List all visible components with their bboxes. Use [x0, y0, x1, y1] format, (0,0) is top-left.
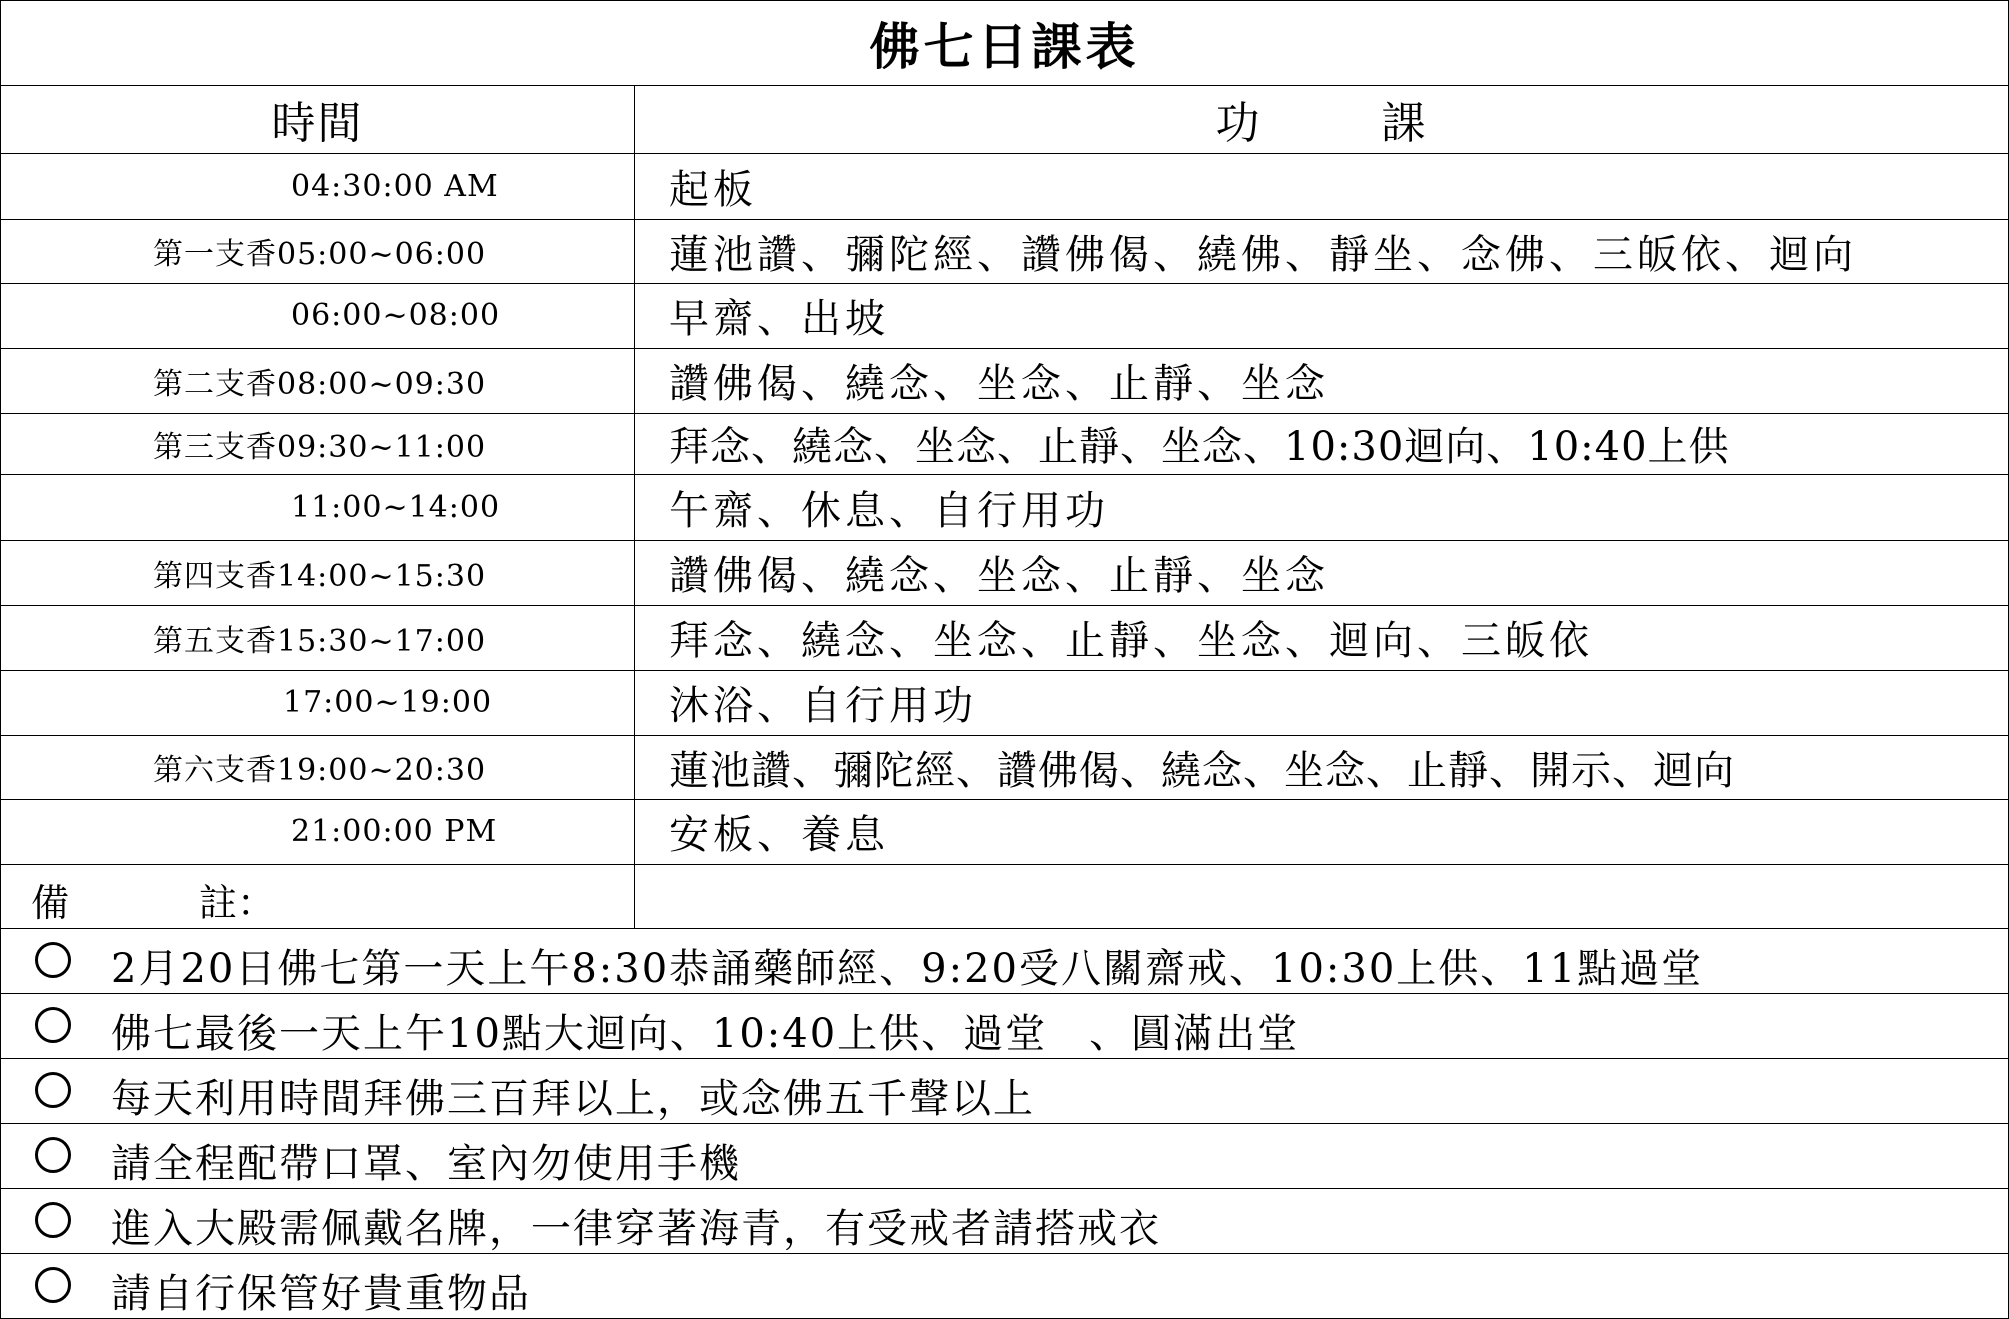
circle-bullet-icon	[35, 942, 71, 978]
time-cell: 第一支香05:00~06:00	[153, 237, 487, 272]
note-text: 佛七最後一天上午10點大迴向、10:40上供、過堂 、圓滿出堂	[111, 1011, 1300, 1057]
time-cell: 第三支香09:30~11:00	[153, 429, 487, 465]
course-cell: 午齋、休息、自行用功	[669, 487, 1109, 534]
note-text: 進入大殿需佩戴名牌，一律穿著海青，有受戒者請搭戒衣	[111, 1206, 1161, 1252]
circle-bullet-icon	[35, 1137, 71, 1173]
course-cell: 拜念、繞念、坐念、止靜、坐念、迴向、三皈依	[669, 618, 1593, 664]
table-row	[1, 799, 2008, 864]
time-cell: 21:00:00 PM	[291, 814, 498, 849]
header-course-second: 課	[1381, 98, 1428, 149]
time-cell: 04:30:00 AM	[291, 168, 499, 204]
note-item	[1, 928, 2008, 993]
table-row	[1, 474, 2008, 540]
time-cell: 17:00~19:00	[283, 685, 493, 720]
note-text: 請自行保管好貴重物品	[111, 1271, 531, 1317]
page-title: 佛七日課表	[869, 17, 1140, 76]
time-cell: 第五支香15:30~17:00	[153, 623, 487, 659]
grid-line	[1, 864, 2008, 865]
course-cell: 拜念、繞念、坐念、止靜、坐念、10:30迴向、10:40上供	[669, 424, 1730, 470]
time-cell: 第二支香08:00~09:30	[153, 366, 487, 402]
table-row	[1, 219, 2008, 283]
note-text: 每天利用時間拜佛三百拜以上，或念佛五千聲以上	[111, 1076, 1035, 1122]
note-text: 請全程配帶口罩、室內勿使用手機	[111, 1141, 741, 1187]
course-cell: 讚佛偈、繞念、坐念、止靜、坐念	[669, 553, 1329, 599]
time-cell: 11:00~14:00	[291, 489, 501, 525]
time-cell: 第四支香14:00~15:30	[153, 558, 487, 594]
table-row	[1, 348, 2008, 413]
table-row	[1, 605, 2008, 670]
circle-bullet-icon	[35, 1202, 71, 1238]
time-cell: 06:00~08:00	[291, 298, 501, 333]
note-text: 2月20日佛七第一天上午8:30恭誦藥師經、9:20受八關齋戒、10:30上供、11點過堂	[111, 946, 1704, 992]
table-row	[1, 540, 2008, 605]
note-item	[1, 1188, 2008, 1253]
header-course	[635, 85, 2008, 153]
circle-bullet-icon	[35, 1072, 71, 1108]
course-cell: 早齋、出坡	[669, 296, 889, 342]
note-item	[1, 1253, 2008, 1318]
course-cell: 讚佛偈、繞念、坐念、止靜、坐念	[669, 361, 1329, 407]
course-cell: 安板、養息	[669, 812, 889, 858]
note-item	[1, 993, 2008, 1058]
table-row	[1, 283, 2008, 348]
remarks-label-first: 備	[31, 881, 70, 925]
table-row	[1, 670, 2008, 735]
circle-bullet-icon	[35, 1007, 71, 1043]
circle-bullet-icon	[35, 1267, 71, 1303]
note-item	[1, 1123, 2008, 1188]
course-cell: 沐浴、自行用功	[669, 683, 977, 729]
time-cell: 第六支香19:00~20:30	[153, 753, 487, 788]
table-row	[1, 413, 2008, 474]
header-time: 時間	[271, 98, 364, 149]
remarks-label	[31, 871, 275, 928]
note-item	[1, 1058, 2008, 1123]
header-course-first: 功	[1215, 98, 1262, 149]
table-row	[1, 153, 2008, 219]
table-row	[1, 735, 2008, 799]
course-cell: 起板	[669, 166, 757, 213]
course-cell: 蓮池讚、彌陀經、讚佛偈、繞念、坐念、止靜、開示、迴向	[669, 747, 1735, 794]
remarks-label-second: 註：	[199, 881, 276, 925]
course-cell: 蓮池讚、彌陀經、讚佛偈、繞佛、靜坐、念佛、三皈依、迴向	[669, 231, 1857, 278]
